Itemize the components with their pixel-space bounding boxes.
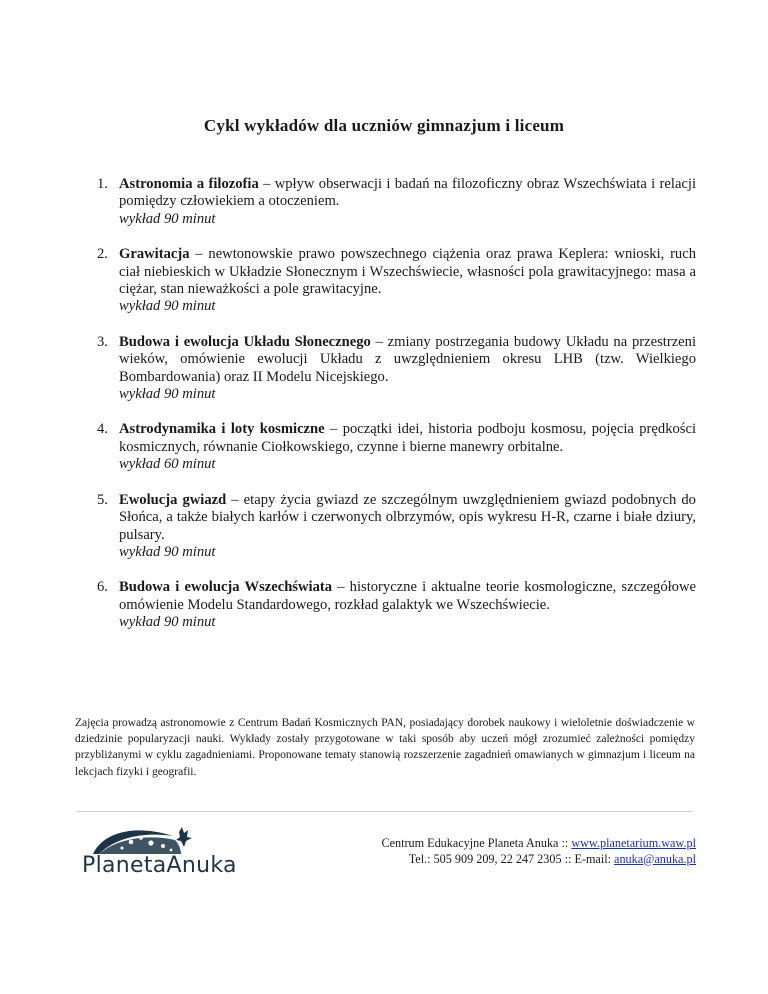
email-label: E-mail: [574,851,615,866]
lecture-description: – początki idei, historia podboju kosmosu, pojęcia prędkości kosmicznych, równanie Ciołkowskiego, czynne i bierne manewry orbitalne. [119,421,696,455]
lecture-title: Grawitacja [119,246,190,263]
lecture-description: – wpływ obserwacji i badań na filozoficzny obraz Wszechświata i relacji pomiędzy człowiekiem a otoczeniem. [119,176,697,210]
lecture-number: 5. [97,491,108,508]
lecture-description: – historyczne i aktualne teorie kosmologiczne, szczegółowe omówienie Modelu Standardowego, rozkład galaktyk we Wszechświecie. [119,579,696,613]
lecture-title: Astronomia a filozofia [119,176,259,192]
planeta-anuka-logo [75,826,235,882]
lecture-number: 3. [97,333,108,350]
separator: :: [558,836,572,850]
lecture-description-block [119,176,696,211]
lecture-number: 4. [97,421,108,438]
footer-divider [76,811,693,812]
lecture-duration: wykład 90 minut [119,614,216,631]
lecture-item [88,579,696,631]
lecture-item [88,176,696,228]
logo-wordmark: PlanetaAnuka [82,853,237,878]
lecture-duration: wykład 90 minut [119,386,216,403]
lecture-list [88,176,696,632]
document-title: Cykl wykładów dla uczniów gimnazjum i liceum [203,116,565,135]
planet-logo-icon [75,826,235,856]
lecture-title: Budowa i ewolucja Układu Słonecznego [119,333,371,350]
lecture-item [88,421,696,473]
contact-line-1 [381,836,696,852]
contact-block [381,836,696,867]
lecture-duration: wykład 90 minut [119,543,216,560]
lecture-description-block [119,334,696,386]
org-name: Centrum Edukacyjne Planeta Anuka [381,836,559,850]
lecture-title: Budowa i ewolucja Wszechświata [119,579,333,596]
lecture-description: – etapy życia gwiazd ze szczególnym uwzględnieniem gwiazd podobnych do Słońca, a także białych karłów i czerwonych olbrzymów, opis wykresu H-R, czarne i białe dziury, pulsary. [119,491,696,543]
info-note: Zajęcia prowadzą astronomowie z Centrum Badań Kosmicznych PAN, posiadający dorobek naukowy i wieloletnie doświadczenie w dziedzinie popularyzacji nauki. Wykłady zostały przygotowane w taki sposób aby uczeń mógł zrozumieć zależności pomiędzy przybliżanymi w cyklu zagadnieniami. Proponowane tematy stanowią rozszerzenie zagadnień omawianych w gimnazjum i liceum na lekcjach fizyki i geografii. [75,717,695,778]
lecture-description: – newtonowskie prawo powszechnego ciążenia oraz prawa Keplera: wnioski, ruch ciał niebieskich w Układzie Słonecznym i Wszechświecie, własności pola grawitacyjnego: masa a ciężar, stan nieważkości a pole grawitacyjne. [119,246,696,298]
lecture-item [88,246,696,316]
contact-line-2 [381,852,696,868]
lecture-duration: wykład 90 minut [119,210,216,227]
lecture-description-block [119,421,696,456]
separator: :: [561,851,575,866]
lecture-description-block [119,246,696,298]
lecture-number: 1. [97,176,108,192]
lecture-title: Astrodynamika i loty kosmiczne [119,421,325,438]
lecture-description-block [119,492,696,544]
lecture-number: 2. [97,246,108,263]
lecture-title: Ewolucja gwiazd [119,491,227,508]
email-link[interactable]: anuka@anuka.pl [614,851,696,866]
lecture-number: 6. [97,579,108,596]
lecture-duration: wykład 90 minut [119,298,216,315]
phone-text: Tel.: 505 909 209, 22 247 2305 [408,851,562,866]
website-link[interactable]: www.planetarium.waw.pl [571,836,696,850]
lecture-duration: wykład 60 minut [119,456,216,473]
lecture-description-block [119,579,696,614]
lecture-item [88,334,696,404]
lecture-description: – zmiany postrzegania budowy Układu na przestrzeni wieków, omówienie ewolucji Układu z uwzględnieniem okresu LHB (tzw. Wielkiego Bombardowania) oraz II Modelu Nicejskiego. [119,333,696,385]
lecture-item [88,492,696,562]
